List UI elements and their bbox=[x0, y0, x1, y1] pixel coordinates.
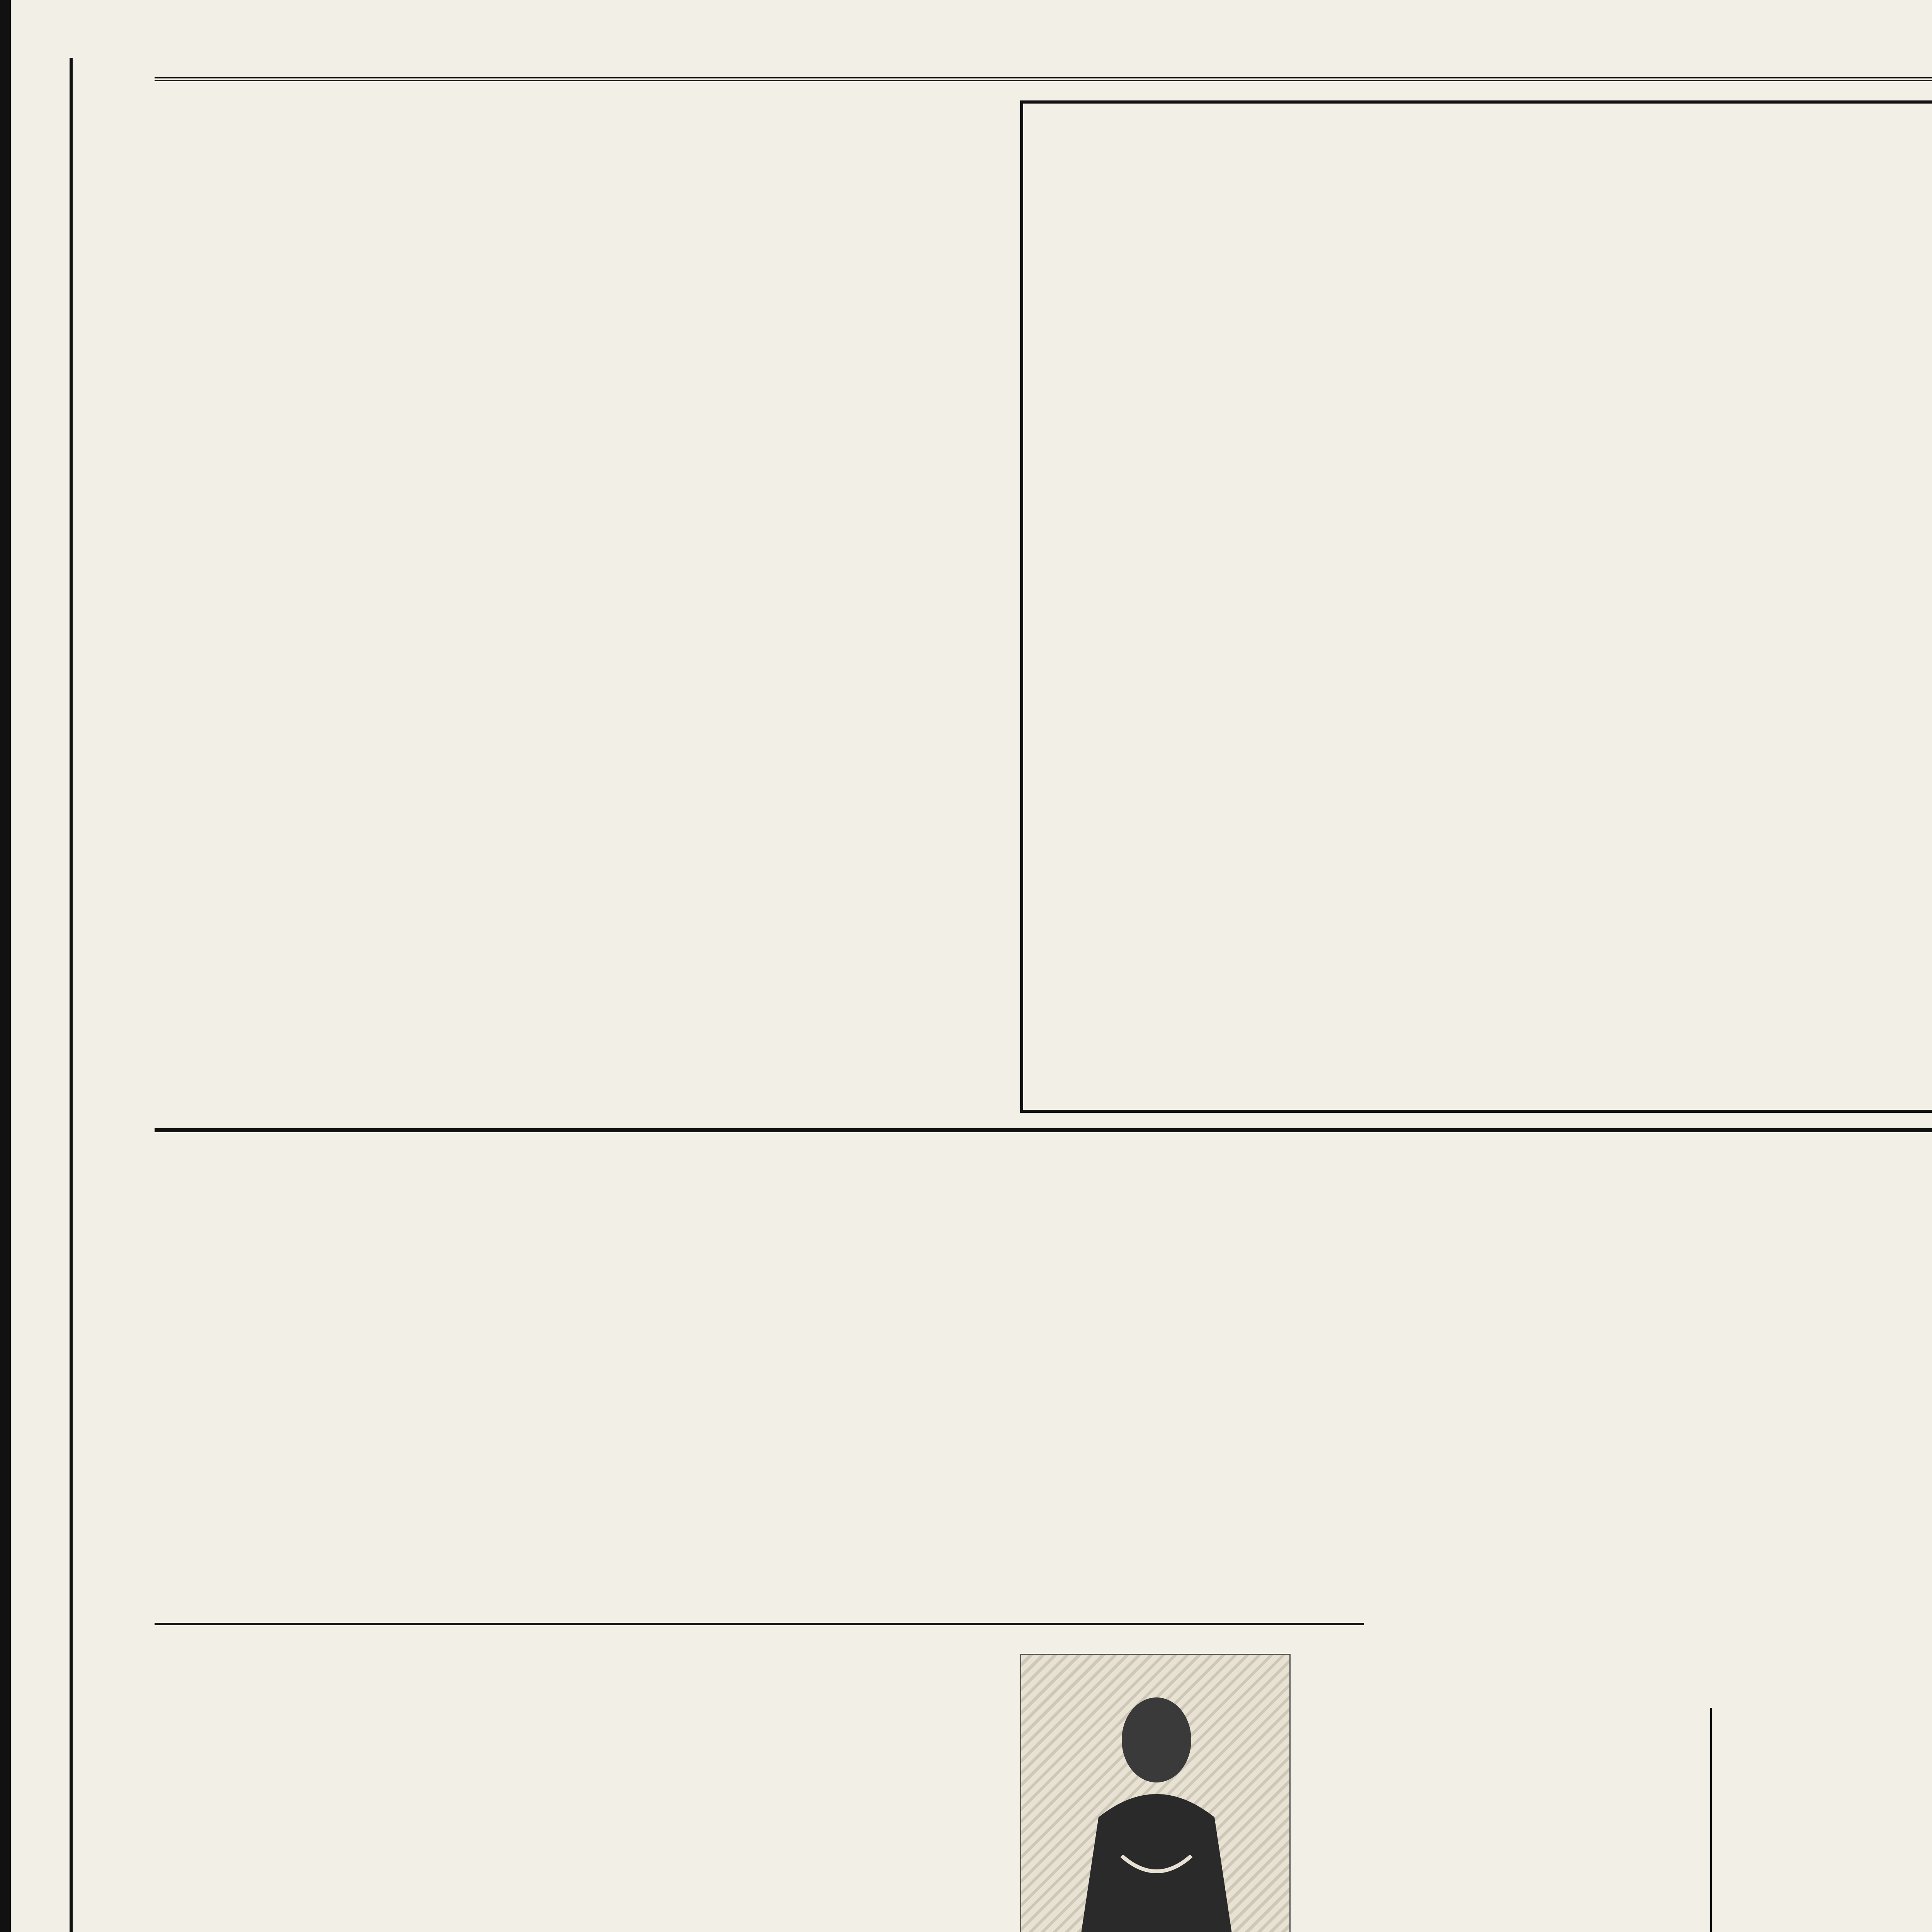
left-strip-item bbox=[15, 1275, 54, 1932]
fiction-body bbox=[1098, 127, 1801, 1081]
story-body bbox=[668, 1151, 1287, 1607]
story-body bbox=[174, 1151, 580, 1607]
fiction-box bbox=[1020, 100, 1932, 1113]
story-body bbox=[1731, 1716, 1932, 1932]
poem bbox=[1005, 1638, 1364, 1932]
story-hand bbox=[657, 1144, 1360, 1619]
section-divider bbox=[155, 1623, 1364, 1625]
poem-body bbox=[162, 1638, 997, 1932]
story-nose bbox=[162, 1144, 649, 1619]
page-edge-shadow bbox=[0, 0, 11, 1932]
story-body bbox=[1382, 1716, 1645, 1932]
skin-clinic bbox=[1719, 1708, 1932, 1932]
story-lin bbox=[162, 100, 1012, 1124]
section-divider bbox=[155, 1128, 1932, 1132]
buddha-figure-icon bbox=[1021, 1655, 1292, 1932]
page-header bbox=[155, 35, 1932, 81]
poem-illustration bbox=[1020, 1654, 1291, 1932]
left-strip-item bbox=[15, 483, 54, 1140]
story-body bbox=[1379, 1151, 1932, 1685]
story-body bbox=[178, 124, 912, 1090]
left-strip-divider bbox=[70, 58, 73, 1932]
story-sister bbox=[1372, 1708, 1712, 1932]
story-star bbox=[1372, 1144, 1932, 1704]
